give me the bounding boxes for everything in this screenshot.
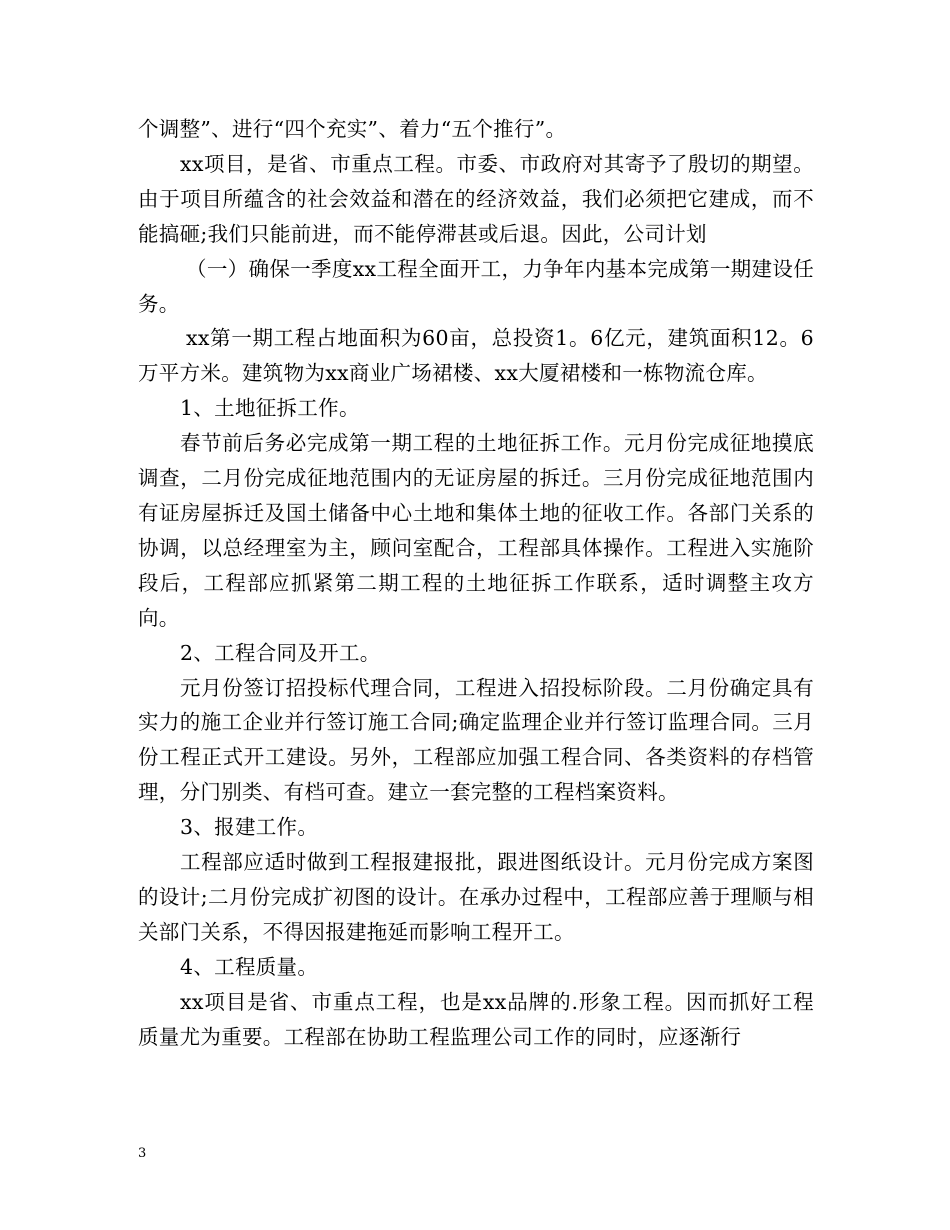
subheading-permit: 3、报建工作。 — [180, 815, 319, 840]
paragraph-1: 个调整”、进行“四个充实”、着力“五个推行”。 — [138, 117, 567, 141]
paragraph-5: 元月份签订招投标代理合同，工程进入招投标阶段。二月份确定具有实力的施工企业并行签订施工合同;确定监理企业并行签订监理合同。三月份工程正式开工建设。另外，工程部应加强工程合同、各类资料的存档管理，分门别类、有档可查。建立一套完整的工程档案资料。 — [138, 675, 814, 805]
paragraph-2: xx项目，是省、市重点工程。市委、市政府对其寄予了殷切的期望。由于项目所蕴含的社会效益和潜在的经济效益，我们必须把它建成，而不能搞砸;我们只能前进，而不能停滞甚或后退。因此，公司计划 — [138, 151, 814, 246]
document-body — [138, 112, 814, 1054]
paragraph-3: xx第一期工程占地面积为60亩，总投资1。6亿元，建筑面积12。6万平方米。建筑物为xx商业广场裙楼、xx大厦裙楼和一栋物流仓库。 — [138, 326, 814, 386]
subheading-contract: 2、工程合同及开工。 — [180, 640, 381, 665]
paragraph-6: 工程部应适时做到工程报建报批，跟进图纸设计。元月份完成方案图的设计;二月份完成扩初图的设计。在承办过程中，工程部应善于理顺与相关部门关系，不得因报建拖延而影响工程开工。 — [138, 850, 814, 944]
section-heading-1: （一）确保一季度xx工程全面开工，力争年内基本完成第一期建设任务。 — [138, 256, 814, 316]
paragraph-7: xx项目是省、市重点工程，也是xx品牌的.形象工程。因而抓好工程质量尤为重要。工程部在协助工程监理公司工作的同时，应逐渐行 — [138, 989, 814, 1049]
subheading-quality: 4、工程质量。 — [180, 954, 319, 979]
page-number: 3 — [138, 1146, 147, 1161]
paragraph-4: 春节前后务必完成第一期工程的土地征拆工作。元月份完成征地摸底调查，二月份完成征地范围内的无证房屋的拆迁。三月份完成征地范围内有证房屋拆迁及国土储备中心土地和集体土地的征收工作。各部门关系的协调，以总经理室为主，顾问室配合，工程部具体操作。工程进入实施阶段后，工程部应抓紧第二期工程的土地征拆工作联系，适时调整主攻方向。 — [138, 431, 814, 630]
subheading-land: 1、土地征拆工作。 — [180, 396, 360, 421]
